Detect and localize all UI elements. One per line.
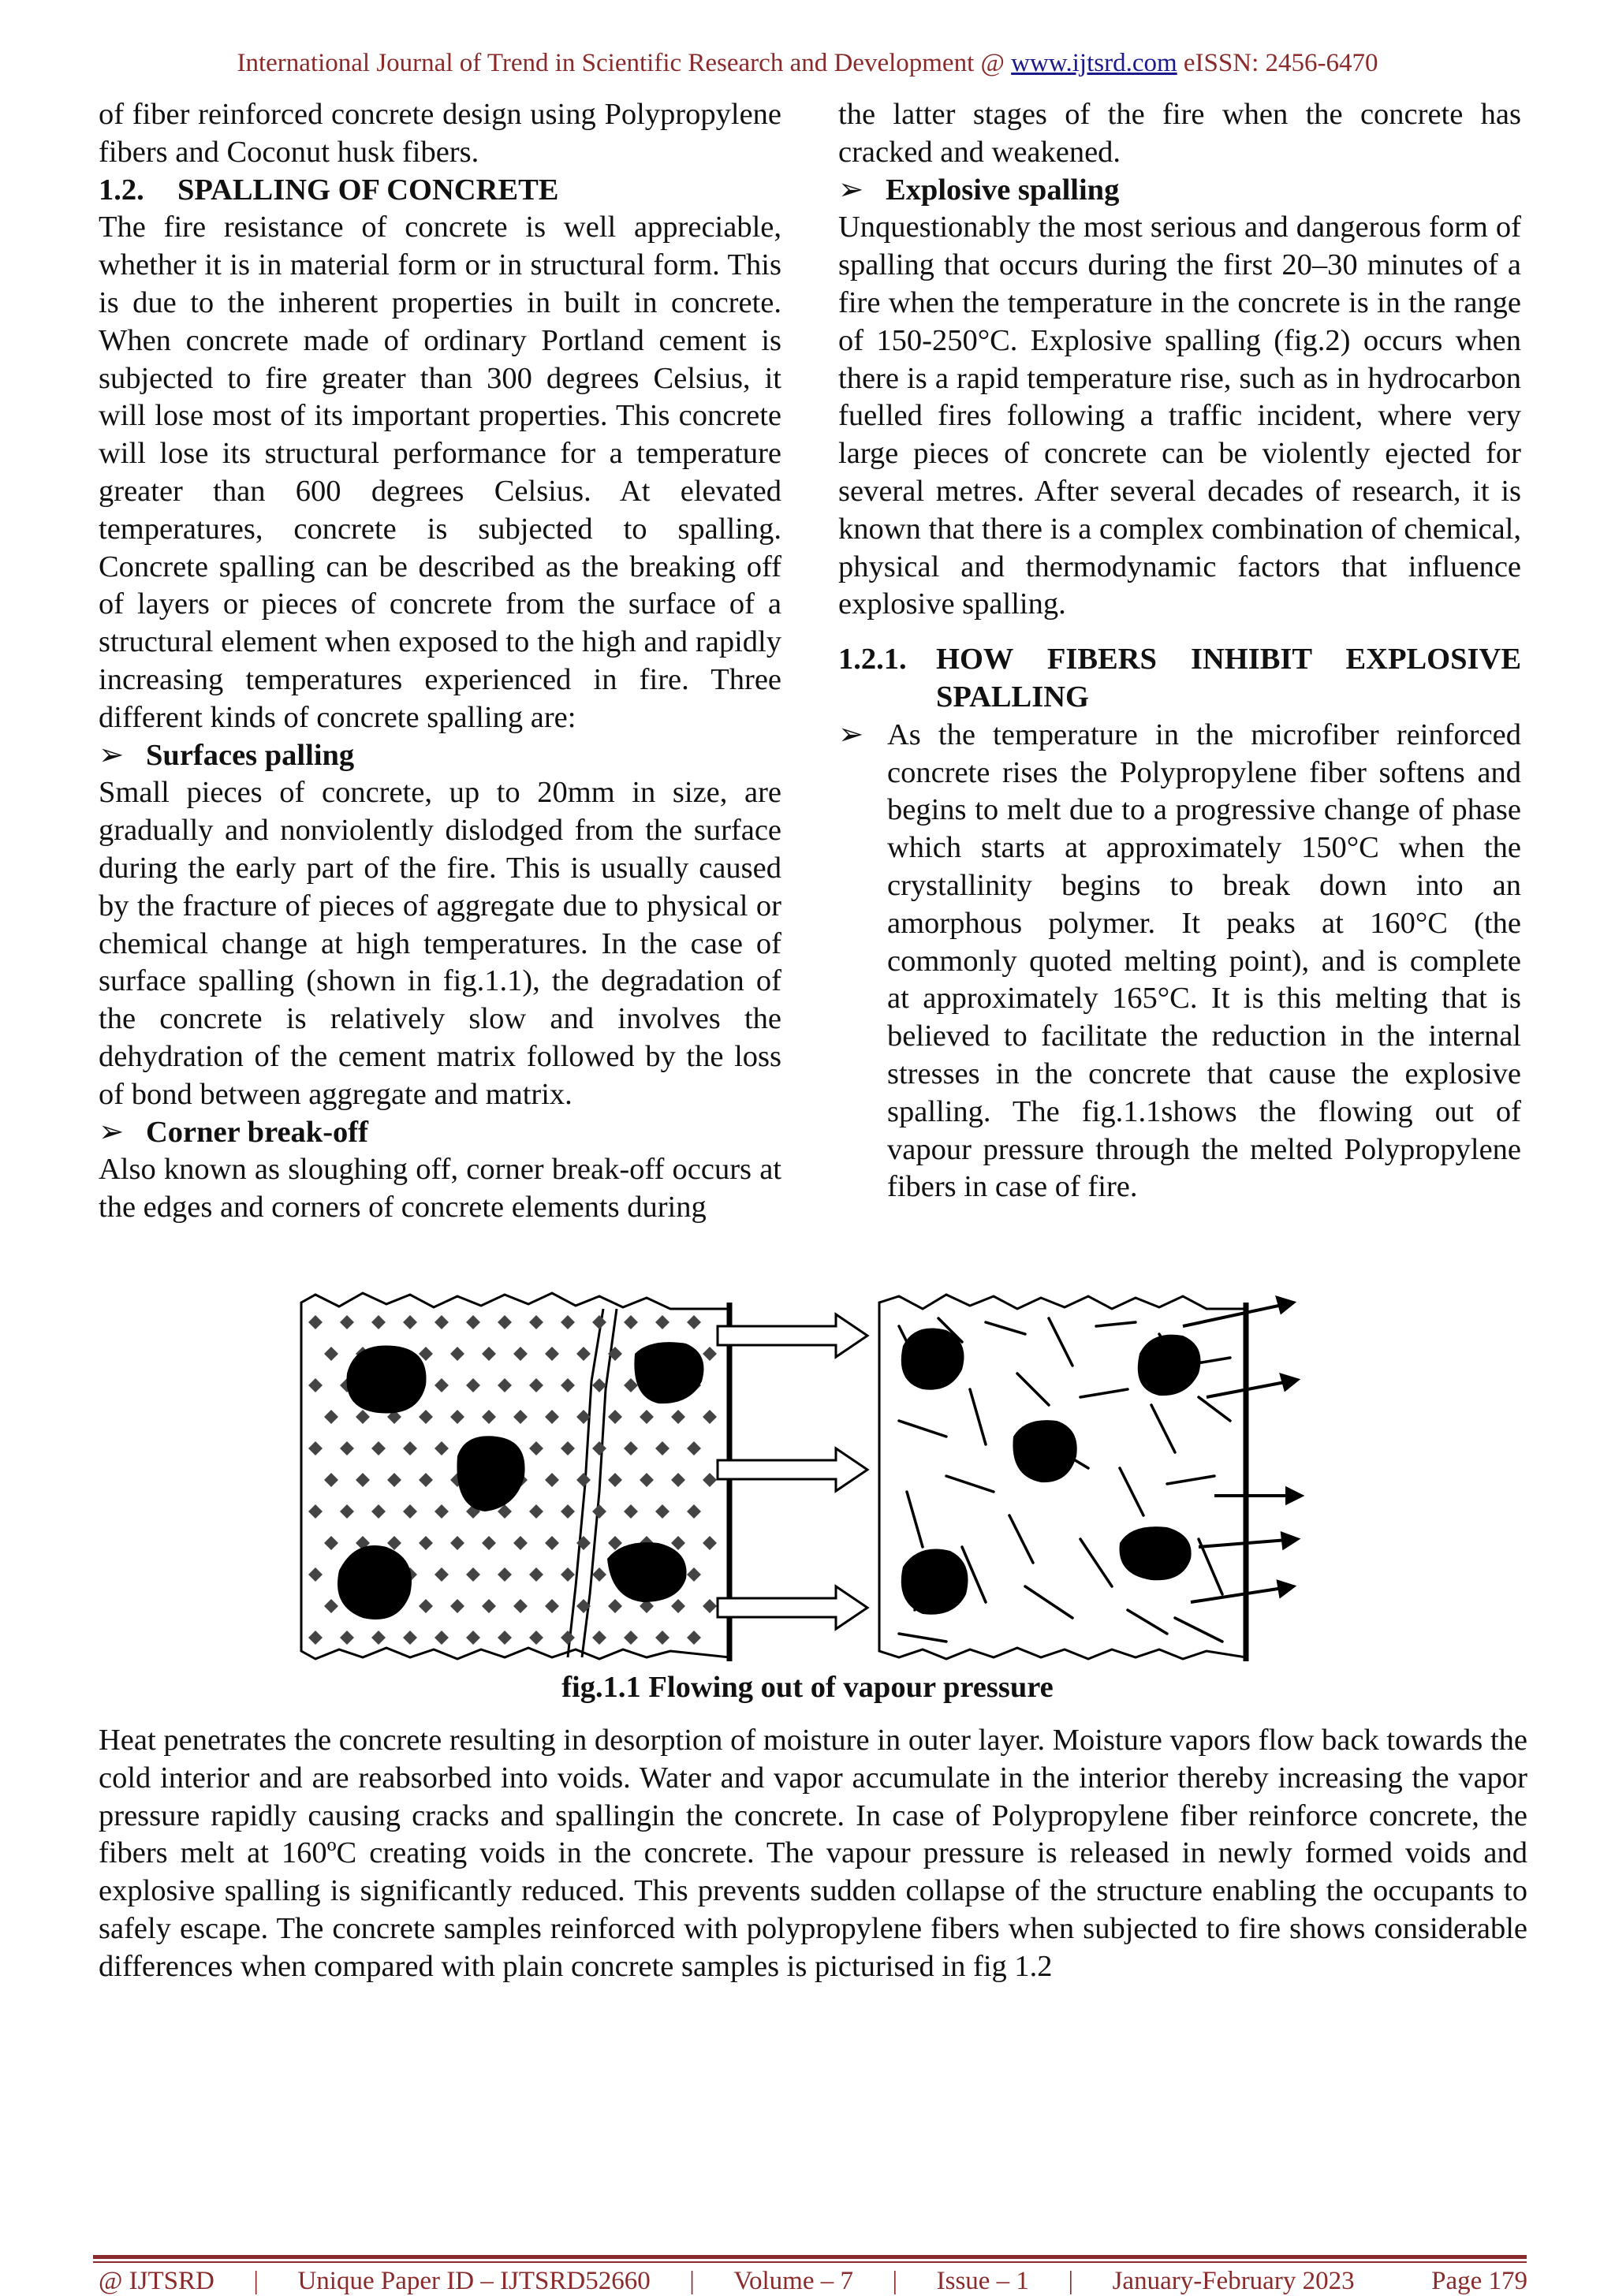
aggregate-dot (592, 1504, 606, 1519)
aggregate-dot (529, 1441, 543, 1456)
aggregate-dot (435, 1567, 449, 1582)
aggregate-dot (387, 1473, 401, 1487)
aggregate-dot (703, 1473, 717, 1487)
aggregate-dot (592, 1441, 606, 1456)
aggregate-dot (529, 1567, 543, 1582)
aggregate-dot (655, 1631, 669, 1645)
aggregate-dot (324, 1473, 338, 1487)
aggregate-dot (655, 1315, 669, 1329)
aggregate-dot (498, 1631, 512, 1645)
aggregate-dot (482, 1347, 496, 1361)
bullet-arrow-icon: ➢ (838, 718, 864, 751)
header-journal: International Journal of Trend in Scientific Research and Development @ (237, 49, 1012, 77)
bullet-arrow-icon: ➢ (838, 173, 864, 207)
aggregate-dot (403, 1315, 417, 1329)
subsection-number: 1.2.1. (838, 643, 907, 676)
fibers-bullet-body: As the temperature in the microfiber reinforced concrete rises the Polypropylene fiber softens and begins to melt due to a progressive change of phase which starts at approximately 150°C when the crystallinity begins to break down into an amorphous polymer. It peaks at 160°C (the commonly quoted melting point), and is complete at approximately 165°C. It is this melting that is believed to facilitate the reduction in the internal stresses in the concrete that cause the explosive spalling. The fig.1.1shows the flowing out of vapour pressure through the melted Polypropylene fibers in case of fire. (887, 718, 1521, 1204)
aggregate-dot (513, 1410, 528, 1424)
vapour-pressure-figure (292, 1287, 1317, 1665)
aggregate-dot (687, 1631, 701, 1645)
footer-rule (93, 2255, 1527, 2259)
aggregate-dot (419, 1599, 433, 1613)
aggregate-dot (687, 1441, 701, 1456)
aggregate-dot (703, 1410, 717, 1424)
aggregate-dot (687, 1504, 701, 1519)
aggregate-dot (387, 1536, 401, 1550)
aggregate-dot (624, 1315, 638, 1329)
surface-spalling-title: Surfaces palling (146, 738, 355, 772)
bullet-arrow-icon: ➢ (99, 1115, 125, 1149)
aggregate-dot (371, 1504, 386, 1519)
aggregate-dot (608, 1410, 622, 1424)
aggregate-dot (529, 1315, 543, 1329)
aggregate-dot (308, 1504, 323, 1519)
aggregate-dot (435, 1504, 449, 1519)
bullet-heading-surface (99, 737, 781, 775)
header-eissn: eISSN: 2456-6470 (1177, 49, 1378, 77)
aggregate-dot (403, 1504, 417, 1519)
aggregate-dot (576, 1473, 591, 1487)
aggregate-dot (608, 1599, 622, 1613)
aggregate-dot (687, 1315, 701, 1329)
aggregate-dot (513, 1347, 528, 1361)
aggregate-dot (624, 1631, 638, 1645)
section-heading (99, 172, 781, 210)
aggregate-dot (482, 1536, 496, 1550)
aggregate-dot (324, 1536, 338, 1550)
left-column (99, 96, 781, 1227)
aggregate-dot (419, 1410, 433, 1424)
aggregate-dot (671, 1599, 685, 1613)
surface-spalling-body: Small pieces of concrete, up to 20mm in size, are gradually and nonviolently dislodged from the surface during the early part of the fire. This is usually caused by the fracture of pieces of aggregate due to physical or chemical change at high temperatures. In the case of surface spalling (shown in fig.1.1), the degradation of the concrete is relatively slow and involves the dehydration of the cement matrix followed by the loss of bond between aggregate and matrix. (99, 776, 781, 1111)
aggregate-dot (308, 1378, 323, 1392)
aggregate-dot (466, 1378, 480, 1392)
subsection-heading (838, 641, 1521, 717)
aggregate-dot (687, 1567, 701, 1582)
aggregate-dot (450, 1599, 464, 1613)
corner-breakoff-title: Corner break-off (146, 1115, 368, 1149)
aggregate-dot (608, 1473, 622, 1487)
footer-separator: | (892, 2267, 898, 2295)
aggregate-dot (324, 1347, 338, 1361)
aggregate-dot (608, 1536, 622, 1550)
aggregate-dot (308, 1441, 323, 1456)
footer-volume: Volume – 7 (733, 2267, 853, 2295)
aggregate-dot (324, 1599, 338, 1613)
aggregate-dot (545, 1599, 559, 1613)
aggregate-dot (324, 1410, 338, 1424)
aggregate-dot (498, 1378, 512, 1392)
aggregate-dot (419, 1536, 433, 1550)
aggregate-dot (482, 1599, 496, 1613)
aggregate-dot (624, 1504, 638, 1519)
aggregate-dot (435, 1315, 449, 1329)
aggregate-dot (403, 1631, 417, 1645)
footer-rule-thin (93, 2261, 1527, 2263)
aggregate-dot (703, 1599, 717, 1613)
aggregate-dot (529, 1631, 543, 1645)
aggregate-dot (671, 1536, 685, 1550)
aggregate-dot (356, 1473, 370, 1487)
aggregate-dot (466, 1631, 480, 1645)
aggregate-dot (371, 1631, 386, 1645)
aggregate-dot (466, 1567, 480, 1582)
aggregate-dot (450, 1347, 464, 1361)
fibers-bullet (838, 717, 1521, 1206)
bullet-arrow-icon: ➢ (99, 738, 125, 772)
aggregate-dot (450, 1536, 464, 1550)
aggregate-dot (435, 1378, 449, 1392)
aggregate-dot (545, 1347, 559, 1361)
footer-separator: | (1068, 2267, 1074, 2295)
footer-paper-id: Unique Paper ID – IJTSRD52660 (297, 2267, 651, 2295)
aggregate-dot (308, 1631, 323, 1645)
aggregate-dot (561, 1315, 575, 1329)
intro-continuation: of fiber reinforced concrete design using Polypropylene fibers and Coconut husk fibers. (99, 98, 781, 169)
aggregate-dot (513, 1599, 528, 1613)
aggregate-dot (640, 1410, 654, 1424)
aggregate-dot (561, 1504, 575, 1519)
aggregate-dot (466, 1315, 480, 1329)
fiber-concrete-panel (879, 1295, 1246, 1661)
aggregate-dot (655, 1504, 669, 1519)
aggregate-dot (308, 1315, 323, 1329)
footer-page: Page 179 (1431, 2267, 1527, 2295)
aggregate-dot (435, 1441, 449, 1456)
aggregate-dot (624, 1378, 638, 1392)
aggregate-dot (340, 1631, 354, 1645)
aggregate-dot (592, 1378, 606, 1392)
section-number: 1.2. (99, 173, 144, 207)
aggregate-dot (592, 1567, 606, 1582)
bullet-heading-corner (99, 1114, 781, 1152)
full-width-paragraph: Heat penetrates the concrete resulting in desorption of moisture in outer layer. Moisture vapors flow back towards the cold interior and are reabsorbed into voids. Water and vapor accumulate in the interior thereby increasing the vapor pressure rapidly causing cracks and spallingin the concrete. In case of Polypropylene fiber reinforce concrete, the fibers melt at 160ºC creating voids in the concrete. The vapour pressure is released in newly formed voids and explosive spalling is significantly reduced. This prevents sudden collapse of the structure enabling the occupants to safely escape. The concrete samples reinforced with polypropylene fibers when subjected to fire shows considerable differences when compared with plain concrete samples is picturised in fig 1.2 (99, 1724, 1527, 1983)
aggregate-dot (671, 1473, 685, 1487)
aggregate-dot (576, 1347, 591, 1361)
aggregate-dot (340, 1441, 354, 1456)
journal-url-link[interactable]: www.ijtsrd.com (1011, 49, 1177, 77)
aggregate-dot (356, 1410, 370, 1424)
aggregate-dot (592, 1315, 606, 1329)
aggregate-dot (371, 1441, 386, 1456)
section-body: The fire resistance of concrete is well appreciable, whether it is in material form or in structural form. This is due to the inherent properties in built in concrete. When concrete made of ordinary Portland cement is subjected to fire greater than 300 degrees Celsius, it will lose most of its important properties. This concrete will lose its structural performance for a temperature greater than 600 degrees Celsius. At elevated temperatures, concrete is subjected to spalling. Concrete spalling can be described as the breaking off of layers or pieces of concrete from the surface of a structural element when exposed to the high and rapidly increasing temperatures experienced in fire. Three different kinds of concrete spalling are: (99, 211, 781, 734)
running-footer (99, 2267, 1527, 2296)
footer-separator: | (253, 2267, 259, 2295)
aggregate-dot (498, 1567, 512, 1582)
aggregate-dot (624, 1441, 638, 1456)
aggregate-dot (545, 1536, 559, 1550)
right-column (838, 96, 1521, 1206)
aggregate-dot (561, 1441, 575, 1456)
footer-separator: | (689, 2267, 695, 2295)
aggregate-dot (703, 1536, 717, 1550)
aggregate-dot (561, 1378, 575, 1392)
aggregate-dot (340, 1315, 354, 1329)
figure-caption: fig.1.1 Flowing out of vapour pressure (561, 1671, 1054, 1704)
aggregate-dot (561, 1631, 575, 1645)
corner-breakoff-body: Also known as sloughing off, corner break-off occurs at the edges and corners of concrete elements during (99, 1153, 781, 1224)
aggregate-dot (561, 1567, 575, 1582)
explosive-spalling-title: Explosive spalling (886, 173, 1120, 207)
aggregate-dot (435, 1631, 449, 1645)
corner-continuation: the latter stages of the fire when the concrete has cracked and weakened. (838, 98, 1521, 169)
aggregate-dot (482, 1410, 496, 1424)
aggregate-dot (545, 1410, 559, 1424)
section-title: SPALLING OF CONCRETE (177, 173, 559, 207)
aggregate-dot (419, 1347, 433, 1361)
aggregate-dot (371, 1315, 386, 1329)
explosive-spalling-body: Unquestionably the most serious and dangerous form of spalling that occurs during the first 20–30 minutes of a fire when the temperature in the concrete is in the range of 150-250°C. Explosive spalling (fig.2) occurs when there is a rapid temperature rise, such as in hydrocarbon fuelled fires following a traffic incident, where very large pieces of concrete can be violently ejected for several metres. After several decades of research, it is known that there is a complex combination of chemical, physical and thermodynamic factors that influence explosive spalling. (838, 211, 1521, 621)
bullet-heading-explosive (838, 172, 1521, 210)
aggregate-dot (419, 1473, 433, 1487)
footer-date: January-February 2023 (1112, 2267, 1355, 2295)
footer-issue: Issue – 1 (936, 2267, 1029, 2295)
aggregate-dot (403, 1441, 417, 1456)
aggregate-dot (450, 1410, 464, 1424)
running-header (0, 49, 1615, 78)
aggregate-dot (308, 1567, 323, 1582)
plain-concrete-panel (301, 1293, 729, 1661)
aggregate-dot (529, 1378, 543, 1392)
aggregate-dot (640, 1473, 654, 1487)
aggregate-dot (513, 1536, 528, 1550)
aggregate-dot (340, 1504, 354, 1519)
footer-journal: @ IJTSRD (99, 2267, 214, 2295)
aggregate-dot (529, 1504, 543, 1519)
aggregate-dot (703, 1347, 717, 1361)
aggregate-dot (671, 1410, 685, 1424)
aggregate-dot (545, 1473, 559, 1487)
escape-arrows (1183, 1298, 1301, 1602)
subsection-title: HOW FIBERS INHIBIT EXPLOSIVE SPALLING (936, 643, 1521, 714)
aggregate-dot (655, 1441, 669, 1456)
aggregate-dot (592, 1631, 606, 1645)
flow-arrows (718, 1314, 867, 1629)
aggregate-dot (498, 1315, 512, 1329)
